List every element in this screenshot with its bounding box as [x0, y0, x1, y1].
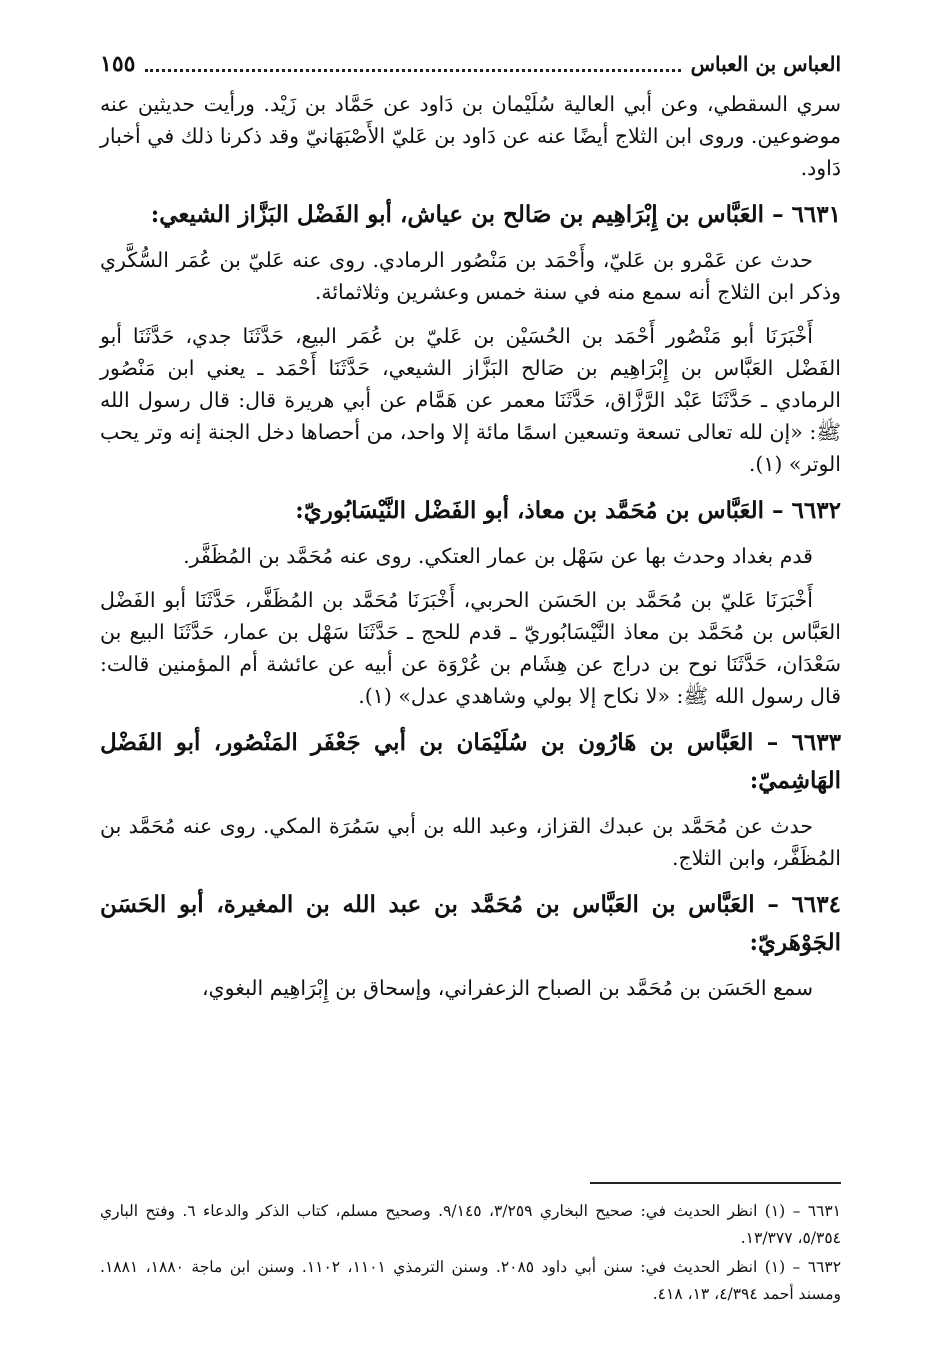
footnote-6632: ٦٦٣٢ – (١) انظر الحديث في: سنن أبي داود ٢٠٨٥. وسنن الترمذي ١١٠١، ١١٠٢. وسنن ابن ماجة ١٨٨٠، ١٨٨١. ومسند أحمد ٤/٣٩٤، ١٣، ٤١٨.	[100, 1258, 842, 1303]
running-title: العباس بن العباس	[690, 52, 841, 76]
paragraph-continuation: سري السقطي، وعن أبي العالية سُلَيْمان بن دَاود عن حَمَّاد بن زَيْد. ورأيت حديثين عنه موضوعين. وروى ابن الثلاج أيضًا عنه عن دَاود بن عَليّ الأَصْبَهَانيّ وقد ذكرنا ذلك في أخبار دَاود.	[100, 92, 841, 180]
paragraph-6631-bio: حدث عن عَمْرو بن عَليّ، وأَحْمَد بن مَنْصُور الرمادي. روى عنه عَليّ بن عُمَر السُّكَّري وذكر ابن الثلاج أنه سمع منه في سنة خمس وعشرين وثلاثمائة.	[100, 248, 841, 304]
running-header	[100, 44, 841, 84]
footnotes	[100, 1198, 841, 1310]
entry-heading-6633: ٦٦٣٣ – العَبَّاس بن هَارُون بن سُلَيْمَان بن أبي جَعْفَر المَنْصُور، أبو الفَضْل الهَاشِميّ:	[100, 729, 841, 794]
footnote-divider	[590, 1182, 841, 1184]
leader-dots	[145, 69, 680, 72]
page-number: ١٥٥	[100, 51, 136, 77]
entry-heading-6631: ٦٦٣١ – العَبَّاس بن إِبْرَاهِيم بن صَالح بن عياش، أبو الفَضْل البَزَّاز الشيعي:	[150, 201, 841, 228]
paragraph-6632-hadith: أَخْبَرَنَا عَليّ بن مُحَمَّد بن الحَسَن الحربي، أَخْبَرَنَا مُحَمَّد بن المُظَفَّر، حَدَّثَنَا أبو الفَضْل العَبَّاس بن مُحَمَّد بن معاذ النَّيْسَابُوريّ ـ قدم للحج ـ حَدَّثَنَا سَهْل بن عمار، حَدَّثَنَا البيع بن سَعْدَان، حَدَّثَنَا نوح بن دراج عن هِشَام بن عُرْوَة عن أبيه عن عائشة أم المؤمنين قالت: قال رسول الله ﷺ: «لا نكاح إلا بولي وشاهدي عدل» (١).	[100, 588, 841, 708]
paragraph-6632-bio: قدم بغداد وحدث بها عن سَهْل بن عمار العتكي. روى عنه مُحَمَّد بن المُظَفَّر.	[183, 544, 813, 568]
paragraph-6634-bio: سمع الحَسَن بن مُحَمَّد بن الصباح الزعفراني، وإسحاق بن إِبْرَاهِيم البغوي،	[201, 976, 813, 1000]
entry-heading-6632: ٦٦٣٢ – العَبَّاس بن مُحَمَّد بن معاذ، أبو الفَضْل النَّيْسَابُوريّ:	[295, 497, 841, 524]
footnote-6631: ٦٦٣١ – (١) انظر الحديث في: صحيح البخاري ٣/٢٥٩، ٩/١٤٥. وصحيح مسلم، كتاب الذكر والدعاء ٦. وفتح الباري ٥/٣٥٤، ١٣/٣٧٧.	[100, 1202, 842, 1247]
paragraph-6631-hadith: أَخْبَرَنَا أبو مَنْصُور أَحْمَد بن الحُسَيْن بن عَليّ بن عُمَر البيع، حَدَّثَنَا جدي، حَدَّثَنَا أبو الفَضْل العَبَّاس بن إِبْرَاهِيم بن صَالح البَزَّاز الشيعي، حَدَّثَنَا أَحْمَد ـ يعني ابن مَنْصُور الرمادي ـ حَدَّثَنَا عَبْد الرَّزَّاق، حَدَّثَنَا معمر عن هَمَّام عن أبي هريرة قال: قال رسول الله ﷺ: «إن لله تعالى تسعة وتسعين اسمًا مائة إلا واحد، من أحصاها دخل الجنة إنه وتر يحب الوتر» (١).	[100, 324, 841, 476]
paragraph-6633-bio: حدث عن مُحَمَّد بن عبدك القزاز، وعبد الله بن أبي سَمُرَة المكي. روى عنه مُحَمَّد بن المُظَفَّر، وابن الثلاج.	[100, 814, 841, 870]
main-text	[100, 88, 841, 1016]
entry-heading-6634: ٦٦٣٤ – العَبَّاس بن العَبَّاس بن مُحَمَّد بن عبد الله بن المغيرة، أبو الحَسَن الجَوْهَريّ:	[100, 891, 841, 956]
